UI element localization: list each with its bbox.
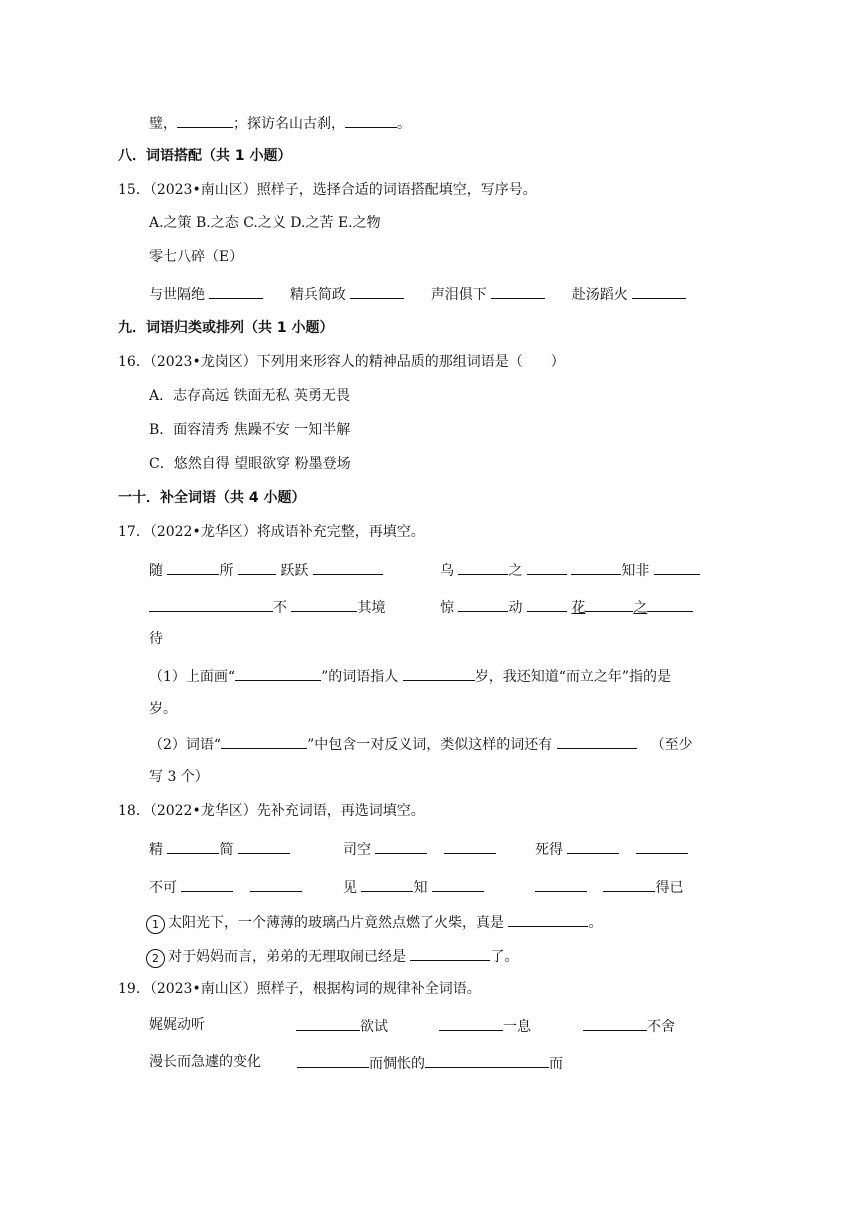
continuation-line xyxy=(149,112,411,134)
text-fragment: 探访名山古刹， xyxy=(247,116,345,132)
item-label: 精兵简政 xyxy=(289,287,346,303)
answer-blank[interactable] xyxy=(527,559,567,575)
question-15-items xyxy=(149,283,686,305)
text-fragment: 欲试 xyxy=(360,1019,388,1035)
q19-row1-example: 娓娓动听 xyxy=(149,1017,205,1033)
text-fragment: 知非 xyxy=(621,563,650,579)
answer-blank[interactable] xyxy=(508,911,588,927)
q18-row1-mid xyxy=(343,838,496,860)
text-fragment: 之 xyxy=(508,563,523,579)
question-15-options: A.之策 B.之态 C.之义 D.之苦 E.之物 xyxy=(149,215,381,231)
text-fragment: ”的词语指人 xyxy=(321,669,399,685)
answer-blank[interactable] xyxy=(403,665,475,681)
circled-number: 1 xyxy=(146,915,165,934)
answer-blank[interactable] xyxy=(296,1015,360,1031)
answer-blank[interactable] xyxy=(632,283,686,299)
answer-blank[interactable] xyxy=(167,559,219,575)
item-label: 与世隔绝 xyxy=(149,287,205,303)
answer-blank[interactable] xyxy=(527,596,567,612)
text-fragment: 所 xyxy=(219,563,234,579)
text-fragment: 不舍 xyxy=(647,1019,675,1035)
text-fragment: 岁，我还知道“而立之年”指的是 xyxy=(474,669,672,685)
answer-blank[interactable] xyxy=(458,596,508,612)
answer-blank[interactable] xyxy=(535,876,587,892)
text-fragment: 跃跃 xyxy=(280,563,309,579)
text-fragment: 而惆怅的 xyxy=(369,1056,425,1072)
text-fragment: （2）词语“ xyxy=(149,737,222,753)
answer-blank[interactable] xyxy=(636,838,688,854)
q18-row1 xyxy=(149,838,290,860)
text-fragment: 璧， xyxy=(149,116,177,132)
question-19-stem: 19．（2023•南山区）照样子，根据构词的规律补全词语。 xyxy=(118,981,481,997)
text-fragment: 司空 xyxy=(343,842,371,858)
item-label: 声泪俱下 xyxy=(430,287,487,303)
answer-blank[interactable] xyxy=(167,838,219,854)
answer-blank[interactable] xyxy=(235,665,321,681)
answer-blank[interactable] xyxy=(603,876,655,892)
text-fragment: 太阳光下，一个薄薄的玻璃凸片竟然点燃了火柴，真是 xyxy=(168,915,504,931)
question-16-stem: 16．（2023•龙岗区）下列用来形容人的精神品质的那组词语是（ ） xyxy=(118,354,565,370)
answer-blank[interactable] xyxy=(209,283,263,299)
answer-blank[interactable] xyxy=(238,559,276,575)
text-fragment: （1）上面画“ xyxy=(149,669,236,685)
text-fragment: 其境 xyxy=(357,600,386,616)
underlined-idiom-part: 花 xyxy=(571,600,586,616)
answer-blank[interactable] xyxy=(557,733,637,749)
q18-row2-mid xyxy=(343,876,484,898)
text-fragment: 精 xyxy=(149,842,163,858)
q17-row1-left xyxy=(149,559,383,581)
answer-blank[interactable] xyxy=(432,876,484,892)
answer-blank[interactable] xyxy=(410,945,490,961)
answer-blank[interactable] xyxy=(491,283,545,299)
text-fragment: ”中包含一对反义词，类似这样的词还有 xyxy=(307,737,553,753)
section-heading-10: 一十．补全词语（共 4 小题） xyxy=(118,490,306,506)
text-fragment: 不 xyxy=(273,600,287,616)
section-heading-8: 八．词语搭配（共 1 小题） xyxy=(118,148,292,164)
question-18-stem: 18．（2022•龙华区）先补充词语，再选词填空。 xyxy=(118,803,425,819)
q17-sub2 xyxy=(149,733,693,755)
answer-blank[interactable] xyxy=(458,559,508,575)
circled-number: 2 xyxy=(146,949,165,968)
q18-row1-right xyxy=(535,838,688,860)
q19-row1-a xyxy=(296,1015,388,1037)
choice-c[interactable]: C．悠然自得 望眼欲穿 粉墨登场 xyxy=(149,456,351,472)
q17-row1-right xyxy=(440,559,700,581)
answer-blank[interactable] xyxy=(238,838,290,854)
answer-blank[interactable] xyxy=(345,112,397,128)
text-fragment: 死得 xyxy=(535,842,563,858)
q19-row1-b xyxy=(439,1015,531,1037)
answer-blank[interactable] xyxy=(250,876,302,892)
choice-a[interactable]: A．志存高远 铁面无私 英勇无畏 xyxy=(149,388,351,404)
question-15-stem: 15．（2023•南山区）照样子，选择合适的词语搭配填空，写序号。 xyxy=(118,182,537,198)
question-15-example: 零七八碎（E） xyxy=(149,249,244,265)
choice-b[interactable]: B．面容清秀 焦躁不安 一知半解 xyxy=(149,422,351,438)
text-fragment: 对于妈妈而言，弟弟的无理取闹已经是 xyxy=(168,949,406,965)
text-fragment: 一息 xyxy=(503,1019,531,1035)
answer-blank[interactable] xyxy=(654,559,700,575)
answer-blank[interactable] xyxy=(313,559,383,575)
text-fragment: 知 xyxy=(413,880,428,896)
answer-blank[interactable] xyxy=(375,838,427,854)
q17-row2-left xyxy=(149,596,385,618)
answer-blank[interactable] xyxy=(571,559,621,575)
text-fragment: 而 xyxy=(549,1056,563,1072)
underlined-blank[interactable] xyxy=(647,596,693,612)
q17-sub1 xyxy=(149,665,671,687)
q17-row3: 待 xyxy=(149,631,163,647)
text-fragment: 简 xyxy=(219,842,234,858)
q19-row1-c xyxy=(583,1015,675,1037)
answer-blank[interactable] xyxy=(439,1015,503,1031)
underlined-idiom-part: 之 xyxy=(633,600,648,616)
answer-blank[interactable] xyxy=(567,838,619,854)
q18-sentence-1 xyxy=(146,911,602,934)
answer-blank[interactable] xyxy=(444,838,496,854)
text-fragment: （至少 xyxy=(650,737,693,753)
q17-sub1-cont: 岁。 xyxy=(149,701,177,717)
q18-row2-right xyxy=(535,876,683,898)
q17-sub2-cont: 写 3 个） xyxy=(149,769,209,785)
answer-blank[interactable] xyxy=(350,283,404,299)
q18-sentence-2 xyxy=(146,945,518,968)
answer-blank[interactable] xyxy=(221,733,307,749)
text-fragment: 了。 xyxy=(490,949,519,965)
answer-blank[interactable] xyxy=(149,596,273,612)
text-fragment: ； xyxy=(233,116,247,132)
answer-blank[interactable] xyxy=(583,1015,647,1031)
answer-blank[interactable] xyxy=(297,1052,369,1068)
q17-row2-right xyxy=(440,596,693,618)
answer-blank[interactable] xyxy=(177,112,233,128)
text-fragment: 不可 xyxy=(149,880,177,896)
answer-blank[interactable] xyxy=(291,596,357,612)
text-fragment: 。 xyxy=(397,116,411,132)
text-fragment: 。 xyxy=(588,915,603,931)
item-label: 赴汤蹈火 xyxy=(571,287,628,303)
text-fragment: 见 xyxy=(343,880,357,896)
text-fragment: 动 xyxy=(508,600,523,616)
text-fragment: 得已 xyxy=(655,880,684,896)
answer-blank[interactable] xyxy=(181,876,233,892)
answer-blank[interactable] xyxy=(361,876,413,892)
text-fragment: 随 xyxy=(149,563,163,579)
section-heading-9: 九．词语归类或排列（共 1 小题） xyxy=(118,320,334,336)
text-fragment: 惊 xyxy=(440,600,454,616)
text-fragment: 乌 xyxy=(440,563,454,579)
answer-blank[interactable] xyxy=(425,1052,549,1068)
underlined-blank[interactable] xyxy=(585,596,633,612)
q18-row2 xyxy=(149,876,302,898)
q19-row2-fill xyxy=(297,1052,563,1074)
q19-row2-example: 漫长而急遽的变化 xyxy=(149,1054,261,1070)
question-17-stem: 17．（2022•龙华区）将成语补充完整，再填空。 xyxy=(118,524,425,540)
